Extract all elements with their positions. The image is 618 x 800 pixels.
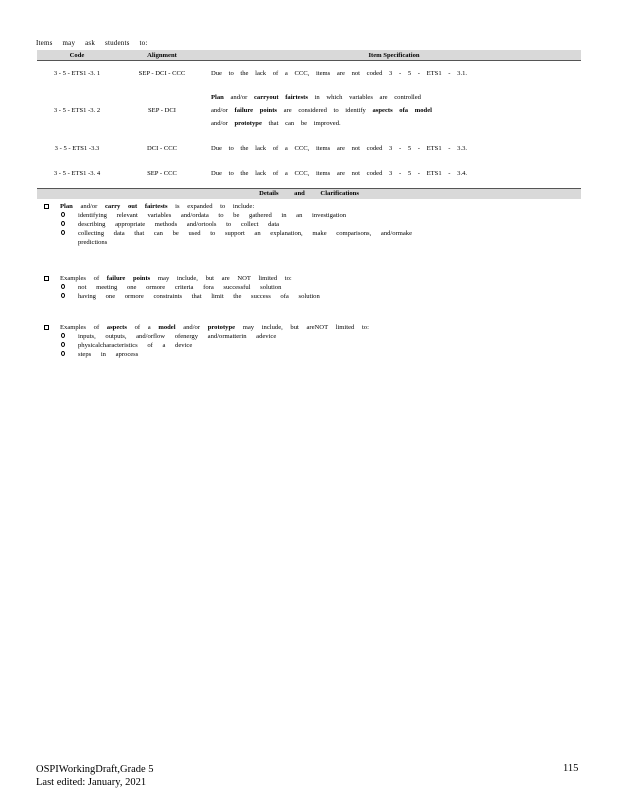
intro-word: Items <box>36 39 53 47</box>
lead-part: prototype <box>207 324 236 331</box>
row-alignment: SEP - DCI - CCC <box>138 69 186 77</box>
list-item <box>44 350 369 359</box>
spec-word: and/or <box>211 119 228 127</box>
list-item <box>44 220 412 229</box>
list-item <box>44 292 320 301</box>
lead-part: may include, but areNOT limited to: <box>235 324 369 331</box>
square-bullet-icon <box>44 325 49 330</box>
header-code: Code <box>37 50 117 61</box>
intro-word: students <box>105 39 130 47</box>
lead-part: aspects <box>106 324 127 331</box>
spec-word: aspects <box>372 106 393 114</box>
list-item <box>44 211 412 220</box>
lead-part: and/or <box>72 203 105 210</box>
page-number: 115 <box>563 763 579 774</box>
lead-part: of a <box>126 324 159 331</box>
list-item-text: collecting data that can be used to support an explanation, make comparisons, and/ormake <box>78 230 413 237</box>
intro-text <box>36 39 156 47</box>
spec-word: and/or <box>211 106 228 114</box>
list-item-text: physicalcharacteristics of a device <box>78 342 193 349</box>
row-spec: Due to the lack of a CCC, items are not coded 3 - 5 - ETS1 - 3.3. <box>211 144 468 152</box>
table-row <box>37 161 581 185</box>
spec-word: carryout <box>254 93 279 101</box>
lead-part: model <box>158 324 176 331</box>
circle-bullet-icon <box>61 293 65 298</box>
list-item <box>44 283 320 292</box>
detail-block-plan <box>44 203 412 247</box>
circle-bullet-icon <box>61 333 65 338</box>
header-item-spec: Item Specification <box>207 50 581 61</box>
row-code: 3 - 5 - ETS1 -3. 1 <box>53 69 101 77</box>
lead-part: carry out fairtests <box>104 203 168 210</box>
lead-part: Plan <box>60 203 73 210</box>
spec-word: are considered to identify <box>283 106 366 114</box>
sub-list <box>44 332 369 359</box>
circle-bullet-icon <box>61 342 65 347</box>
row-alignment: SEP - DCI <box>148 106 176 114</box>
lead-part: is expanded to include: <box>167 203 255 210</box>
intro-word: may <box>62 39 76 47</box>
circle-bullet-icon <box>61 221 65 226</box>
header-alignment: Alignment <box>117 50 207 61</box>
intro-word: ask <box>85 39 96 47</box>
table-row <box>37 135 581 161</box>
footer-title: OSPIWorkingDraft,Grade 5 <box>36 764 154 775</box>
row-alignment: DCI - CCC <box>146 144 178 152</box>
page-footer <box>36 763 154 789</box>
intro-word: to: <box>139 39 148 47</box>
square-bullet-icon <box>44 276 49 281</box>
list-item-text: identifying relevant variables and/ordata to be gathered in an investigation <box>78 212 347 219</box>
lead-part: failure points <box>106 275 151 282</box>
circle-bullet-icon <box>61 351 65 356</box>
spec-word: points <box>259 106 277 114</box>
list-item-text: describing appropriate methods and/ortools to collect data <box>78 221 280 228</box>
list-item <box>44 341 369 350</box>
table-row <box>37 61 581 86</box>
row-spec <box>207 85 581 135</box>
detail-block-failure-points <box>44 275 320 301</box>
list-item-continuation <box>44 238 412 247</box>
block-lead <box>44 324 369 331</box>
spec-line-3 <box>211 117 581 130</box>
spec-word: model <box>414 106 432 114</box>
sub-list <box>44 211 412 247</box>
spec-word: that can be improved. <box>268 119 341 127</box>
spec-word: failure <box>234 106 254 114</box>
list-item-text: having one ormore constraints that limit the success ofa solution <box>78 293 320 300</box>
sub-list <box>44 283 320 301</box>
spec-word: prototype <box>234 119 262 127</box>
detail-block-aspects <box>44 324 369 359</box>
lead-part: Examples of <box>60 275 107 282</box>
row-code: 3 - 5 - ETS1 -3.3 <box>54 144 100 152</box>
block-lead <box>44 275 320 282</box>
spec-word: ofa <box>399 106 409 114</box>
row-code: 3 - 5 - ETS1 -3. 4 <box>53 169 101 177</box>
spec-word: and/or <box>230 93 248 101</box>
lead-part: Examples of <box>60 324 107 331</box>
spec-line-2 <box>211 104 581 117</box>
circle-bullet-icon <box>61 230 65 235</box>
circle-bullet-icon <box>61 284 65 289</box>
table-row <box>37 85 581 135</box>
lead-part: may include, but are NOT limited to: <box>150 275 292 282</box>
spec-line-1 <box>211 91 581 104</box>
square-bullet-icon <box>44 204 49 209</box>
list-item-text: predictions <box>78 239 108 246</box>
block-lead <box>44 203 412 210</box>
list-item <box>44 332 369 341</box>
list-item-text: inputs, outputs, and/orflow ofenergy and/ormatterin adevice <box>78 333 277 340</box>
circle-bullet-icon <box>61 212 65 217</box>
spec-word: fairtests <box>285 93 308 101</box>
row-code: 3 - 5 - ETS1 -3. 2 <box>53 106 101 114</box>
details-header: Details and Clarifications <box>37 188 581 199</box>
lead-part: and/or <box>175 324 208 331</box>
row-spec: Due to the lack of a CCC, items are not coded 3 - 5 - ETS1 - 3.1. <box>211 69 468 77</box>
item-spec-table <box>37 50 581 185</box>
list-item-text: steps in aprocess <box>78 351 139 358</box>
spec-word: Plan <box>211 93 224 101</box>
footer-edited: Last edited: January, 2021 <box>36 777 147 788</box>
row-spec: Due to the lack of a CCC, items are not coded 3 - 5 - ETS1 - 3.4. <box>211 169 468 177</box>
list-item-text: not meeting one ormore criteria fora successful solution <box>78 284 282 291</box>
list-item <box>44 229 412 238</box>
spec-word: in which variables are controlled <box>314 93 421 101</box>
row-alignment: SEP - CCC <box>147 169 177 177</box>
